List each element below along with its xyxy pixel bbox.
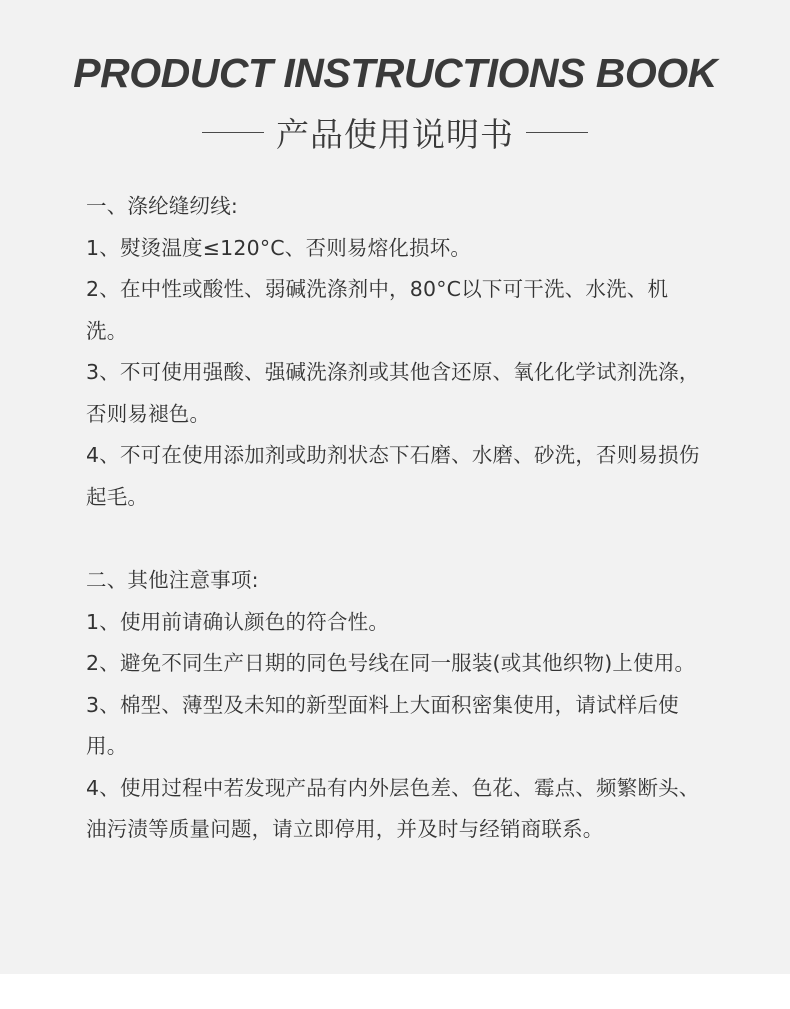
- instructions-content: [86, 186, 708, 851]
- list-item: 4、不可在使用添加剂或助剂状态下石磨、水磨、砂洗，否则易损伤起毛。: [86, 443, 700, 509]
- list-item: 1、使用前请确认颜色的符合性。: [86, 609, 390, 634]
- section-other-notes: [86, 560, 708, 851]
- list-item: 3、棉型、薄型及未知的新型面料上大面积密集使用，请试样后使用。: [86, 692, 679, 758]
- list-item: 2、在中性或酸性、弱碱洗涤剂中，80°C以下可干洗、水洗、机洗。: [86, 277, 669, 343]
- list-item: 2、避免不同生产日期的同色号线在同一服装(或其他织物)上使用。: [86, 651, 696, 675]
- list-item: 4、使用过程中若发现产品有内外层色差、色花、霉点、频繁断头、油污渍等质量问题，请立即停用，并及时与经销商联系。: [86, 775, 700, 841]
- subtitle-rule-right: [526, 132, 588, 133]
- list-item: 1、熨烫温度≤120°C、否则易熔化损坏。: [86, 235, 472, 260]
- section-heading: 一、涤纶缝纫线:: [86, 194, 239, 218]
- page-title-en: PRODUCT INSTRUCTIONS BOOK: [73, 50, 717, 96]
- section-polyester-thread: [86, 186, 708, 518]
- page-title-cn: 产品使用说明书: [276, 114, 514, 154]
- list-item: 3、不可使用强酸、强碱洗涤剂或其他含还原、氧化化学试剂洗涤，否则易褪色。: [86, 360, 700, 426]
- section-heading: 二、其他注意事项:: [86, 568, 259, 592]
- subtitle-rule-left: [202, 132, 264, 133]
- page-subtitle: [0, 108, 790, 156]
